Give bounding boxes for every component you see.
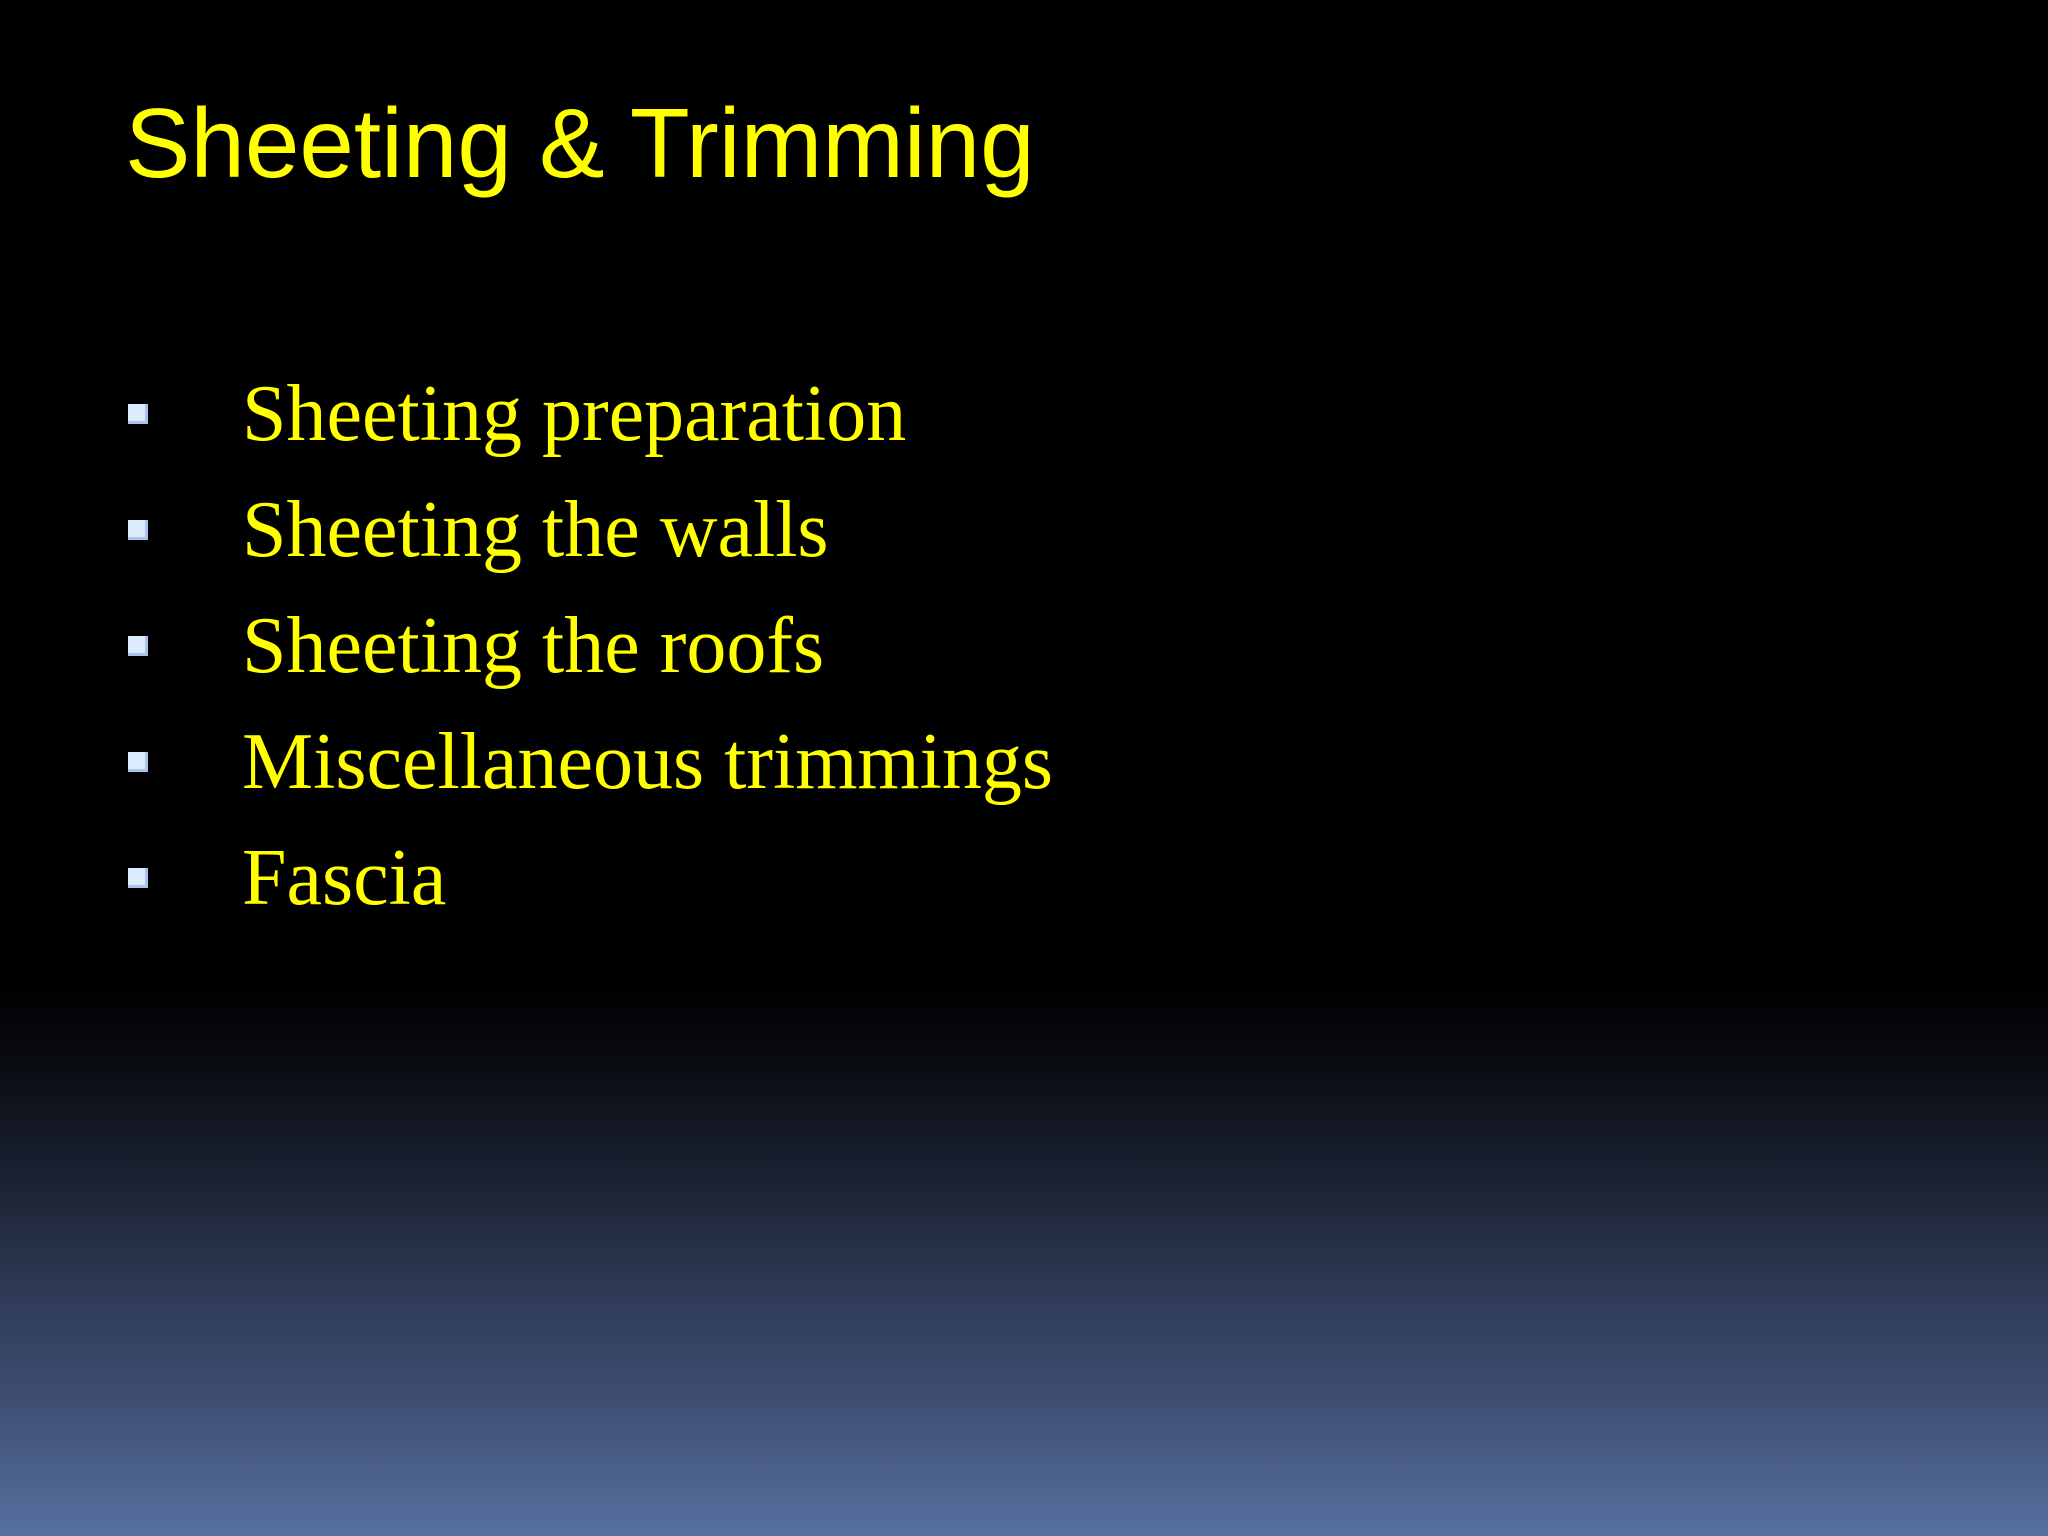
square-bullet-icon — [128, 520, 148, 540]
bullet-item — [128, 820, 1053, 936]
bullet-item — [128, 704, 1053, 820]
bullet-text: Fascia — [242, 834, 447, 922]
bullet-item — [128, 472, 1053, 588]
bullet-text: Miscellaneous trimmings — [242, 718, 1054, 806]
bullet-text: Sheeting preparation — [242, 370, 907, 458]
square-bullet-icon — [128, 752, 148, 772]
square-bullet-icon — [128, 868, 148, 888]
bullet-item — [128, 588, 1053, 704]
square-bullet-icon — [128, 636, 148, 656]
bullet-list — [128, 356, 1053, 936]
bullet-text: Sheeting the roofs — [242, 602, 825, 690]
bullet-item — [128, 356, 1053, 472]
square-bullet-icon — [128, 404, 148, 424]
slide-title: Sheeting & Trimming — [125, 88, 1035, 198]
bullet-text: Sheeting the walls — [242, 486, 829, 574]
